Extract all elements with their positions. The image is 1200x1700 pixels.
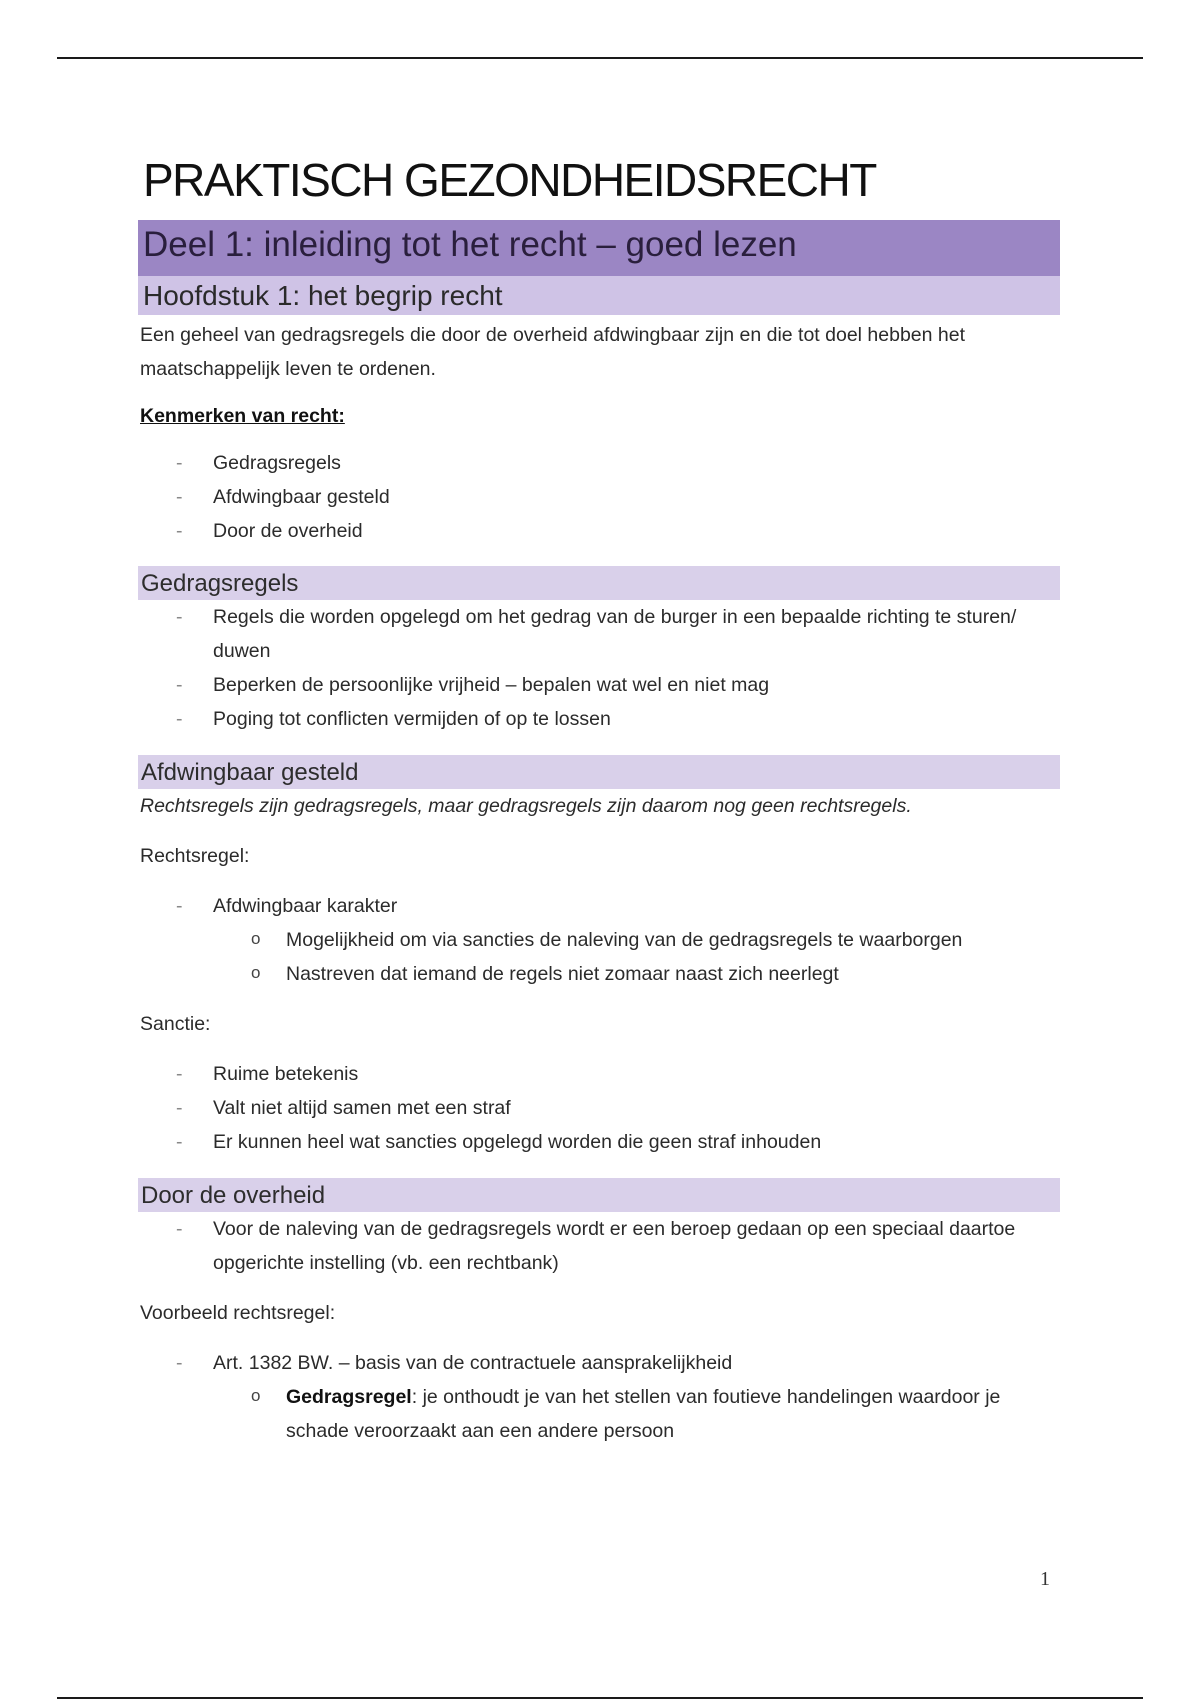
list-item xyxy=(213,889,1060,991)
gedragsregels-list xyxy=(140,600,1060,736)
document-page xyxy=(140,140,1060,1448)
sub-list-item: o Nastreven dat iemand de regels niet zomaar naast zich neerlegt xyxy=(286,957,1060,991)
example-list xyxy=(140,1346,1060,1448)
characteristics-heading: Kenmerken van recht: xyxy=(140,405,345,427)
term-definition: : je onthoudt je van het stellen van foutieve handelingen waardoor je schade veroorzaakt aan een andere persoon xyxy=(286,1386,1001,1442)
sub-list-item xyxy=(286,1380,1060,1448)
sanctie-list xyxy=(140,1057,1060,1159)
list-item-text: Art. 1382 BW. – basis van de contractuele aansprakelijkheid xyxy=(213,1352,733,1374)
page-number: 1 xyxy=(1040,1568,1050,1590)
list-item-text: Afdwingbaar karakter xyxy=(213,895,398,917)
document-title: PRAKTISCH GEZONDHEIDSRECHT xyxy=(143,154,876,206)
list-item: - Voor de naleving van de gedragsregels wordt er een beroep gedaan op een speciaal daartoe opgerichte instelling (vb. een rechtbank) xyxy=(213,1212,1060,1280)
section-heading-gedragsregels: Gedragsregels xyxy=(138,566,1060,600)
list-item: - Poging tot conflicten vermijden of op te lossen xyxy=(213,702,1060,736)
rechtsregel-label: Rechtsregel: xyxy=(140,845,250,867)
list-item xyxy=(213,1346,1060,1448)
characteristics-list xyxy=(140,446,1060,548)
section-heading-overheid: Door de overheid xyxy=(138,1178,1060,1212)
sub-list-item: o Mogelijkheid om via sancties de naleving van de gedragsregels te waarborgen xyxy=(286,923,1060,957)
term-gedragsregel: Gedragsregel xyxy=(286,1386,412,1408)
list-item: - Valt niet altijd samen met een straf xyxy=(213,1091,1060,1125)
bottom-rule xyxy=(57,1697,1143,1699)
list-item: - Afdwingbaar gesteld xyxy=(213,480,1060,514)
overheid-list xyxy=(140,1212,1060,1280)
example-label: Voorbeeld rechtsregel: xyxy=(140,1302,336,1324)
chapter-heading: Hoofdstuk 1: het begrip recht xyxy=(138,276,1060,315)
part-heading: Deel 1: inleiding tot het recht – goed lezen xyxy=(138,220,1060,276)
list-item: - Regels die worden opgelegd om het gedrag van de burger in een bepaalde richting te sturen/ duwen xyxy=(213,600,1060,668)
definition-paragraph: Een geheel van gedragsregels die door de overheid afdwingbaar zijn en die tot doel hebben het maatschappelijk leven te ordenen. xyxy=(140,324,966,380)
list-item: - Gedragsregels xyxy=(213,446,1060,480)
list-item: - Beperken de persoonlijke vrijheid – bepalen wat wel en niet mag xyxy=(213,668,1060,702)
example-sublist xyxy=(213,1380,1060,1448)
top-rule xyxy=(57,57,1143,59)
rechtsregel-sublist xyxy=(213,923,1060,991)
sanctie-label: Sanctie: xyxy=(140,1013,211,1035)
list-item: - Door de overheid xyxy=(213,514,1060,548)
list-item: - Ruime betekenis xyxy=(213,1057,1060,1091)
afdwingbaar-note: Rechtsregels zijn gedragsregels, maar gedragsregels zijn daarom nog geen rechtsregels. xyxy=(140,795,912,817)
list-item: - Er kunnen heel wat sancties opgelegd worden die geen straf inhouden xyxy=(213,1125,1060,1159)
rechtsregel-list xyxy=(140,889,1060,991)
section-heading-afdwingbaar: Afdwingbaar gesteld xyxy=(138,755,1060,789)
